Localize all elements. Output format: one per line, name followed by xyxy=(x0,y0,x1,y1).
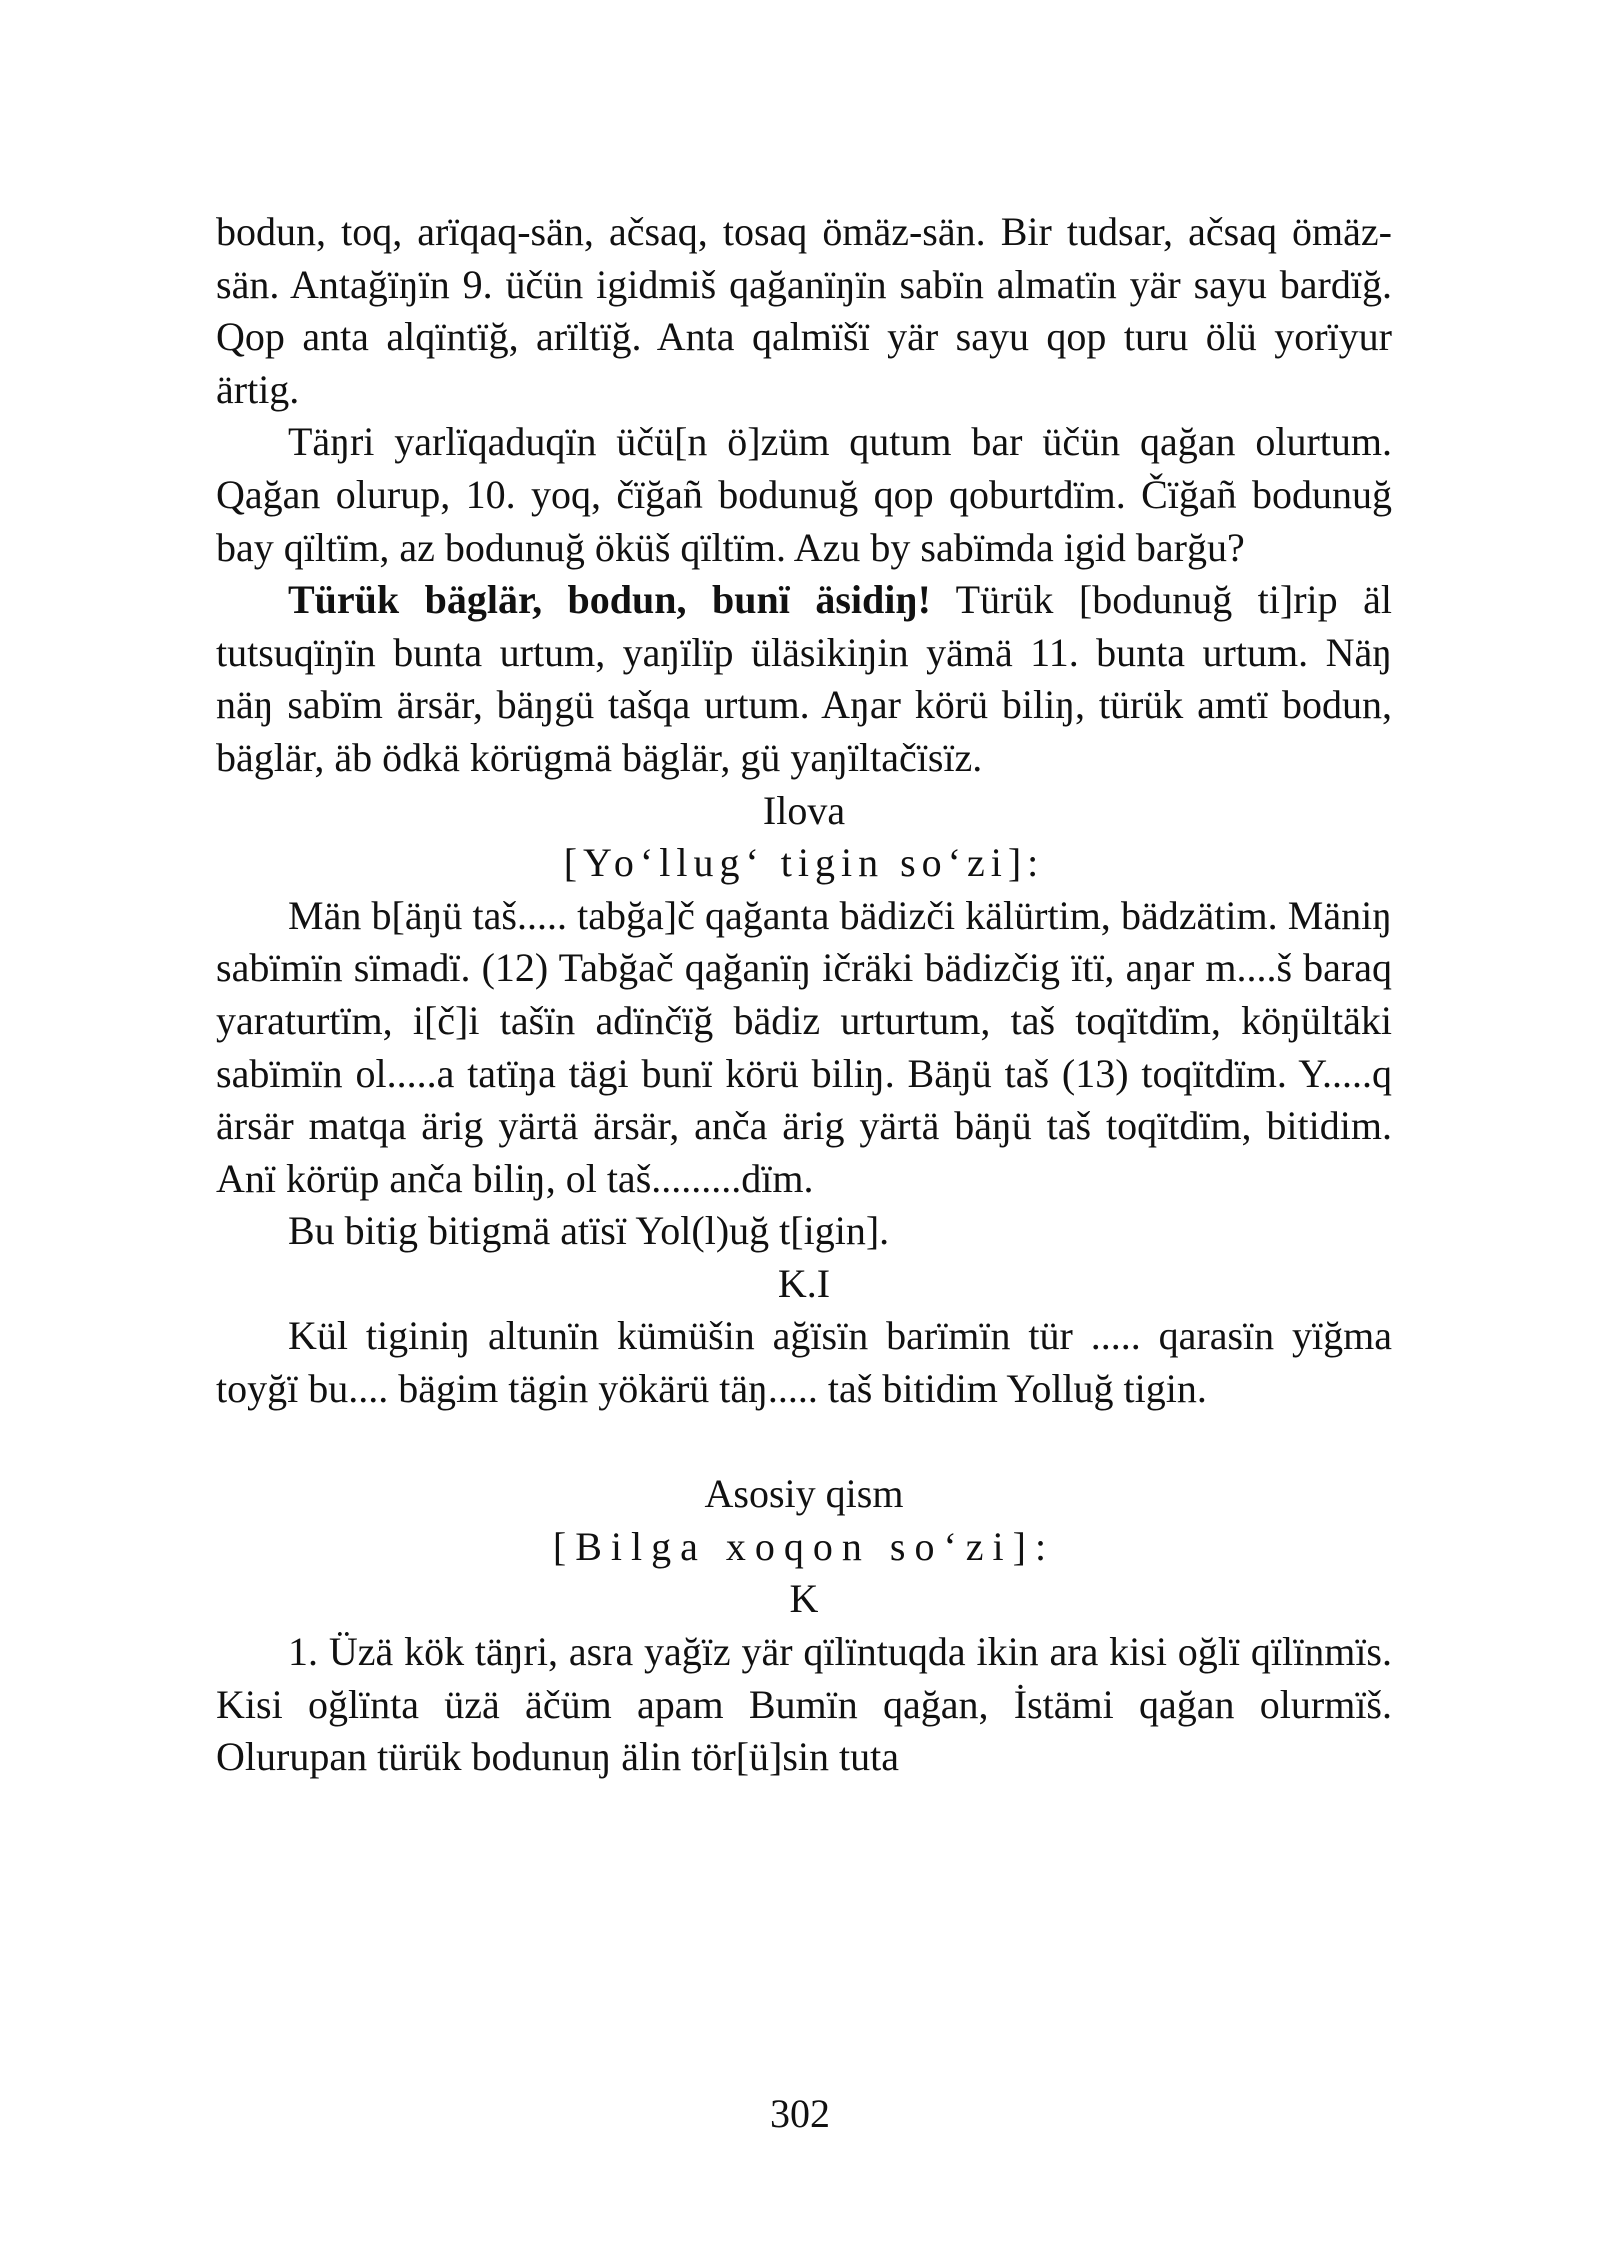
blank-line xyxy=(216,1416,1392,1469)
paragraph-2: Täŋri yarlïqaduqïn üčü[n ö]züm qutum bar üčün qağan olurtum. Qağan olurup, 10. yoq, čïğañ bodunuğ qop qoburtdïm. Čïğañ bodunuğ bay qïltïm, az bodunuğ öküš qïltïm. Azu by sabïmda igid barğu? xyxy=(216,419,1392,570)
heading-marker-k: K xyxy=(789,1576,819,1622)
paragraph-4: Män b[äŋü taš..... tabğa]č qağanta bädizči kälürtim, bädzätim. Mäniŋ sabïmïn sïmadï. (12) Tabğač qağanïŋ ičräki bädizčig ïtï, aŋar m....š baraq yaraturtïm, i[č]i tašïn adïnčïğ bädiz urturtum, taš toqïtdïm, köŋültäki sabïmïn ol.....a tatïŋa tägi bunï körü biliŋ. Bäŋü taš (13) toqïtdïm. Y.....q ärsär matqa ärig yärtä ärsär, anča ärig yärtä bäŋü taš toqïtdïm, bitidim. Anï körüp anča biliŋ, ol taš.........dïm. xyxy=(216,892,1392,1201)
page-number: 302 xyxy=(770,2091,830,2136)
heading-main-part: Asosiy qism xyxy=(704,1471,904,1517)
paragraph-6: Kül tiginiŋ altunïn kümüšin ağïsïn barïmïn tür ..... qarasïn yïğma toyğï bu.... bägim tägin yökärü täŋ..... taš bitidim Yolluğ tigin. xyxy=(216,1313,1392,1412)
paragraph-1: bodun, toq, arïqaq-sän, ačsaq, tosaq ömäz-sän. Bir tudsar, ačsaq ömäz-sän. Antağïŋïn 9. üčün igidmiš qağanïŋïn sabïn almatïn yär sayu bardïğ. Qop anta alqïntïğ, arïltïğ. Anta qalmïšï yär sayu qop turu ölü yorïyur ärtig. xyxy=(216,209,1392,412)
paragraph-3-text: Türük [bodunuğ ti]rip äl tutsuqïŋïn bunta urtum, yaŋïlïp üläsikiŋin yämä 11. bunta urtum. Näŋ näŋ sabïm ärsär, bäŋgü tašqa urtum. Aŋar körü biliŋ, türük amtï bodun, bäglär, äb ödkä körügmä bäglär, gü yaŋïltačïsïz. xyxy=(216,577,1392,780)
paragraph-5: Bu bitig bitigmä atïsï Yol(l)uğ t[igin]. xyxy=(288,1208,890,1254)
heading-bilga-speech: [Bilga xoqon so‘zi]: xyxy=(552,1523,1056,1569)
heading-yollug-speech: [Yo‘llug‘ tigin so‘zi]: xyxy=(563,840,1045,886)
paragraph-7: 1. Üzä kök täŋri, asra yağïz yär qïlïntuqda ikin ara kisi oğlï qïlïnmïs. Kisi oğlïnta üzä äčüm apam Bumïn qağan, İstämi qağan olurmïš. Olurupan türük bodunuŋ älin tör[ü]sin tuta xyxy=(216,1629,1392,1780)
document-page xyxy=(216,206,1392,1784)
paragraph-3 xyxy=(216,574,1392,784)
heading-marker-ki: K.I xyxy=(777,1260,831,1306)
paragraph-3-bold-phrase: Türük bäglär, bodun, bunï äsidiŋ! xyxy=(288,577,931,623)
heading-appendix: Ilova xyxy=(762,787,846,833)
